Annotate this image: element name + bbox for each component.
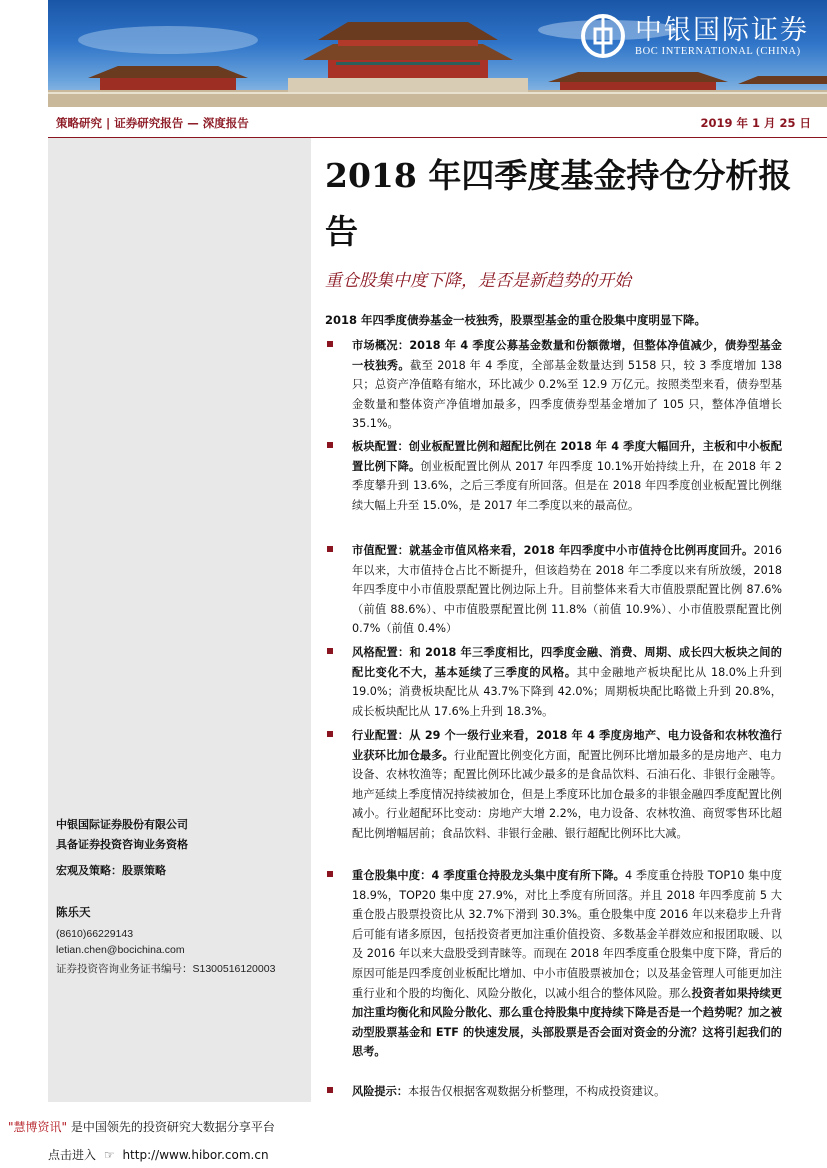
footer-tagline: 是中国领先的投资研究大数据分享平台	[70, 1120, 275, 1134]
footer-enter-label: 点击进入	[48, 1148, 97, 1162]
firm-qualification: 具备证券投资咨询业务资格	[56, 838, 188, 851]
footer-watermark	[0, 1118, 827, 1168]
analyst-phone: (8610)66229143	[56, 928, 134, 940]
pointing-hand-icon: ☞	[103, 1148, 115, 1162]
analyst-sidebar	[48, 138, 311, 1102]
footer-url-link[interactable]: http://www.hibor.com.cn	[122, 1148, 269, 1162]
bullet-marker	[327, 1087, 333, 1093]
bullet-lead: 市值配置：就基金市值风格来看，2018 年四季度中小市值持仓比例再度回升。	[352, 544, 754, 557]
boc-logo-icon	[581, 14, 625, 58]
bullet-marker	[327, 442, 333, 448]
report-meta-bar	[48, 107, 827, 138]
analyst-license: 证券投资咨询业务证书编号：S1300516120003	[56, 963, 276, 975]
bullet-lead: 风险提示：	[352, 1085, 408, 1098]
footer-brand: "慧博资讯"	[8, 1120, 68, 1134]
bullet-lead: 板块配置：创业板配置比例和超配比例在 2018 年 4 季度大幅回升，主板和中小板配置比例下降。	[352, 440, 782, 473]
analyst-name: 陈乐天	[56, 905, 91, 919]
bullet-marker	[327, 871, 333, 877]
bullet-lead: 重仓股集中度：4 季度重仓持股龙头集中度有所下降。	[352, 869, 626, 882]
header-banner	[48, 0, 827, 107]
bullet-text: 行业配置比例变化方面，配置比例环比增加最多的是房地产、电力设备、农林牧渔等；配置比例环比减少最多的是食品饮料、石油石化、非银行金融等。地产延续上季度情况持续被加仓，但是上季度环比加仓最多的非银金融四季度配置比例减小。行业超配环比变动：房地产大增 2.2%，电力设备、农林牧渔、商贸零售环比超配比例增幅居前；食品饮料、非银行金融、银行超配比例环比大减。	[352, 748, 782, 840]
logo-name-cn: 中银国际证券	[635, 14, 809, 46]
bullet-tail: 投资者如果持续更加注重均衡化和风险分散化、那么重仓持股集中度持续下降是否是一个趋势呢？加之被动型股票基金和 ETF 的快速发展，头部股票是否会面对资金的分流？这将引起我们的思考。	[352, 986, 782, 1059]
logo-name-en: BOC INTERNATIONAL (CHINA)	[635, 45, 801, 57]
report-category: 策略研究 | 证券研究报告 — 深度报告	[56, 116, 249, 130]
report-subtitle: 重仓股集中度下降，是否是新趋势的开始	[325, 271, 631, 291]
report-summary: 2018 年四季度债券基金一枝独秀，股票型基金的重仓股集中度明显下降。	[325, 313, 707, 327]
bullet-text: 2016 年以来，大市值持仓占比不断提升，但该趋势在 2018 年二季度以来有所放缓，2018 年四季度中小市值股票配置比例边际上升。目前整体来看大市值股票配置比例 87.6%（前值 88.6%）、中市值股票配置比例 11.8%（前值 10.9%）、小市值股票配置比例 0.7%（前值 0.4%）	[352, 544, 782, 636]
report-title: 2018 年四季度基金持仓分析报告	[325, 156, 792, 251]
research-category: 宏观及策略：股票策略	[56, 864, 166, 877]
report-date: 2019 年 1 月 25 日	[700, 116, 811, 130]
footer-link-line	[48, 1146, 269, 1163]
firm-name: 中银国际证券股份有限公司	[56, 818, 188, 831]
bullet-text: 创业板配置比例从 2017 年四季度 10.1%开始持续上升，在 2018 年 2 季度攀升到 13.6%，之后三季度有所回落。但是在 2018 年四季度创业板配置比例继续大幅上升至 15.0%，是 2017 年二季度以来的最高位。	[352, 459, 782, 512]
bullet-lead: 市场概况：2018 年 4 季度公募基金数量和份额微增，但整体净值减少，债券型基金一枝独秀。	[352, 339, 782, 372]
bullet-marker	[327, 341, 333, 347]
bullet-text: 4 季度重仓持股 TOP10 集中度 18.9%，TOP20 集中度 27.9%，对比上季度有所回落。并且 2018 年四季度前 5 大重仓股占股票投资比从 32.7%下滑到 30.3%。重仓股集中度 2016 年以来稳步上升背后可能有诸多原因，包括投资者更加注重价值投资、多数基金羊群效应和报团取暖、以及 2016 年以来大盘股受到青睐等。而现在 2018 年四季度重仓股集中度下降，背后的原因可能是四季度创业板配比增加、中小市值股票被加仓；以及基金管理人可能更加注重行业和个股的均衡化、风险分散化，以减小组合的整体风险。那么	[352, 869, 782, 1000]
bullet-lead: 行业配置：从 29 个一级行业来看，2018 年 4 季度房地产、电力设备和农林牧渔行业获环比加仓最多。	[352, 729, 782, 762]
company-logo	[581, 14, 809, 58]
bullet-text: 其中金融地产板块配比从 18.0%上升到 19.0%；消费板块配比从 43.7%下降到 42.0%；周期板块配比略微上升到 20.8%，成长板块配比从 17.6%上升到 18.3%。	[352, 665, 782, 718]
bullet-marker	[327, 648, 333, 654]
bullet-marker	[327, 731, 333, 737]
bullet-lead: 风格配置：和 2018 年三季度相比，四季度金融、消费、周期、成长四大板块之间的配比变化不大，基本延续了三季度的风格。	[352, 646, 782, 679]
footer-tagline-line	[8, 1118, 275, 1135]
analyst-email[interactable]: letian.chen@bocichina.com	[56, 944, 185, 956]
firm-info	[56, 815, 188, 855]
bullet-text: 本报告仅根据客观数据分析整理，不构成投资建议。	[407, 1085, 666, 1098]
bullet-text: 截至 2018 年 4 季度，全部基金数量达到 5158 只，较 3 季度增加 138 只；总资产净值略有缩水，环比减少 0.2%至 12.9 万亿元。按照类型来看，债券型基金数量和整体资产净值增加最多，四季度债券型基金增加了 105 只，整体净值增长 35.1%。	[352, 358, 782, 431]
bullet-marker	[327, 546, 333, 552]
